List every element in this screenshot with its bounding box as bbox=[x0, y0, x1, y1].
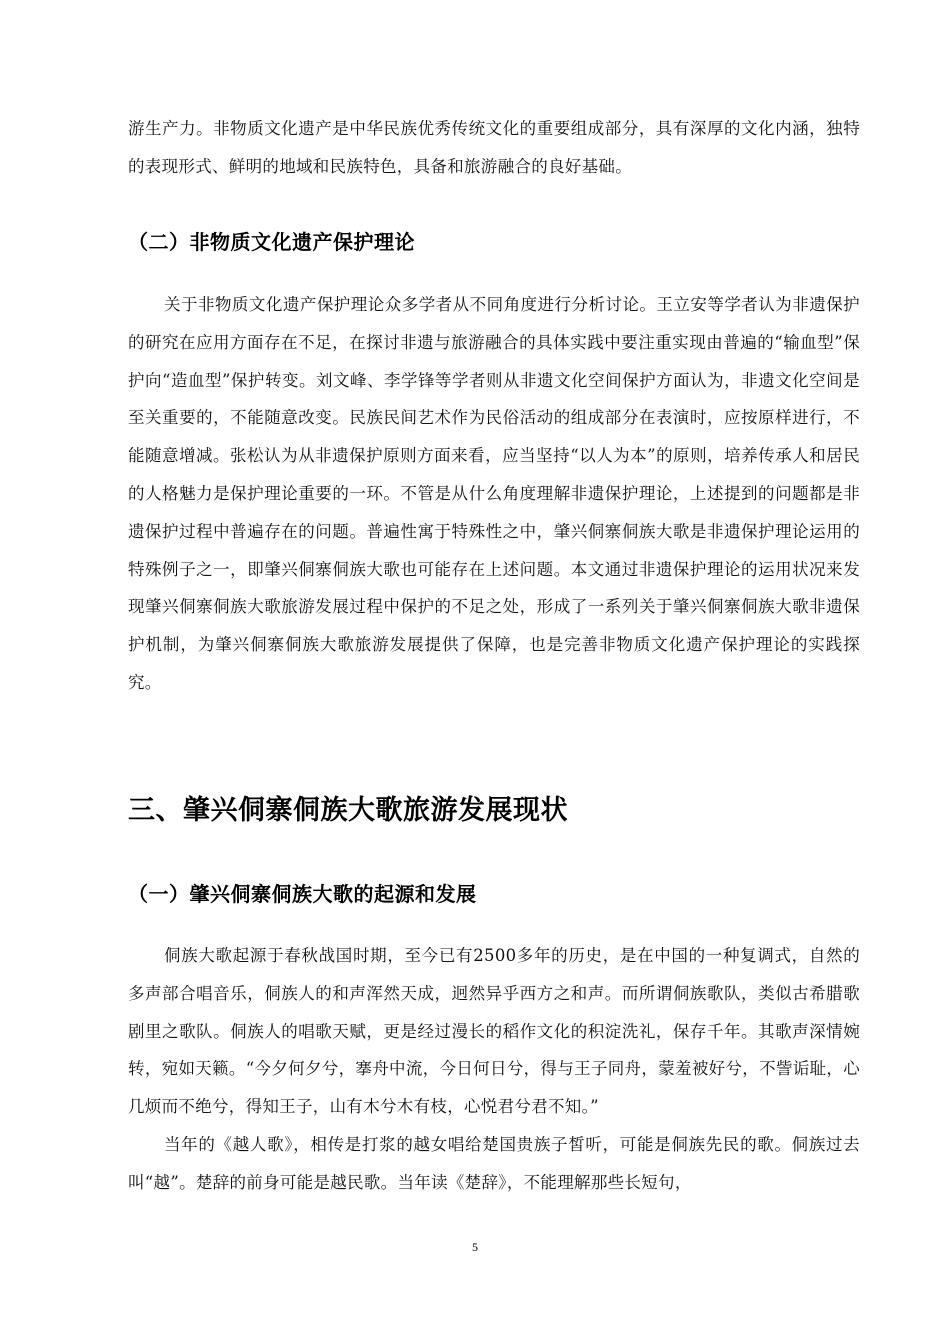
section3-1-heading-block bbox=[128, 878, 860, 907]
section-heading: （二）非物质文化遗产保护理论 bbox=[128, 230, 415, 254]
body-paragraph: 侗族大歌起源于春秋战国时期，至今已有2500多年的历史，是在中国的一种复调式，自然的多声部合唱音乐，侗族人的和声浑然天成，迥然异乎西方之和声。而所谓侗族歌队，类似古希腊歌剧里之歌队。侗族人的唱歌天赋，更是经过漫长的稻作文化的积淀洗礼，保存千年。其歌声深情婉转，宛如天籁。“今夕何夕兮，搴舟中流，今日何日兮，得与王子同舟，蒙羞被好兮，不訾诟耻，心几烦而不绝兮，得知王子，山有木兮木有枝，心悦君兮君不知。” bbox=[128, 946, 860, 1117]
page-number: 5 bbox=[472, 1240, 478, 1254]
body-paragraph: 当年的《越人歌》，相传是打浆的越女唱给楚国贵族子皙听，可能是侗族先民的歌。侗族过去叫“越”。楚辞的前身可能是越民歌。当年读《楚辞》，不能理解那些长短句， bbox=[128, 1134, 860, 1192]
section2-paragraph-block bbox=[128, 286, 860, 702]
section3-1-paragraphs-block bbox=[128, 937, 860, 1202]
intro-paragraph-block bbox=[128, 110, 860, 186]
chapter-heading: 三、肇兴侗寨侗族大歌旅游发展现状 bbox=[128, 795, 568, 826]
section-heading: （一）肇兴侗寨侗族大歌的起源和发展 bbox=[128, 882, 477, 906]
section2-heading-block bbox=[128, 226, 860, 255]
intro-paragraph: 游生产力。非物质文化遗产是中华民族优秀传统文化的重要组成部分，具有深厚的文化内涵，独特的表现形式、鲜明的地域和民族特色，具备和旅游融合的良好基础。 bbox=[128, 119, 860, 176]
chapter3-heading-block bbox=[128, 788, 860, 827]
body-paragraph: 关于非物质文化遗产保护理论众多学者从不同角度进行分析讨论。王立安等学者认为非遗保护的研究在应用方面存在不足，在探讨非遗与旅游融合的具体实践中要注重实现由普遍的“输血型”保护向“造血型”保护转变。刘文峰、李学锋等学者则从非遗文化空间保护方面认为，非遗文化空间是至关重要的，不能随意改变。民族民间艺术作为民俗活动的组成部分在表演时，应按原样进行，不能随意增减。张松认为从非遗保护原则方面来看，应当坚持“以人为本”的原则，培养传承人和居民的人格魅力是保护理论重要的一环。不管是从什么角度理解非遗保护理论，上述提到的问题都是非遗保护过程中普遍存在的问题。普遍性寓于特殊性之中，肇兴侗寨侗族大歌是非遗保护理论运用的特殊例子之一，即肇兴侗寨侗族大歌也可能存在上述问题。本文通过非遗保护理论的运用状况来发现肇兴侗寨侗族大歌旅游发展过程中保护的不足之处，形成了一系列关于肇兴侗寨侗族大歌非遗保护机制，为肇兴侗寨侗族大歌旅游发展提供了保障，也是完善非物质文化遗产保护理论的实践探究。 bbox=[128, 295, 860, 692]
